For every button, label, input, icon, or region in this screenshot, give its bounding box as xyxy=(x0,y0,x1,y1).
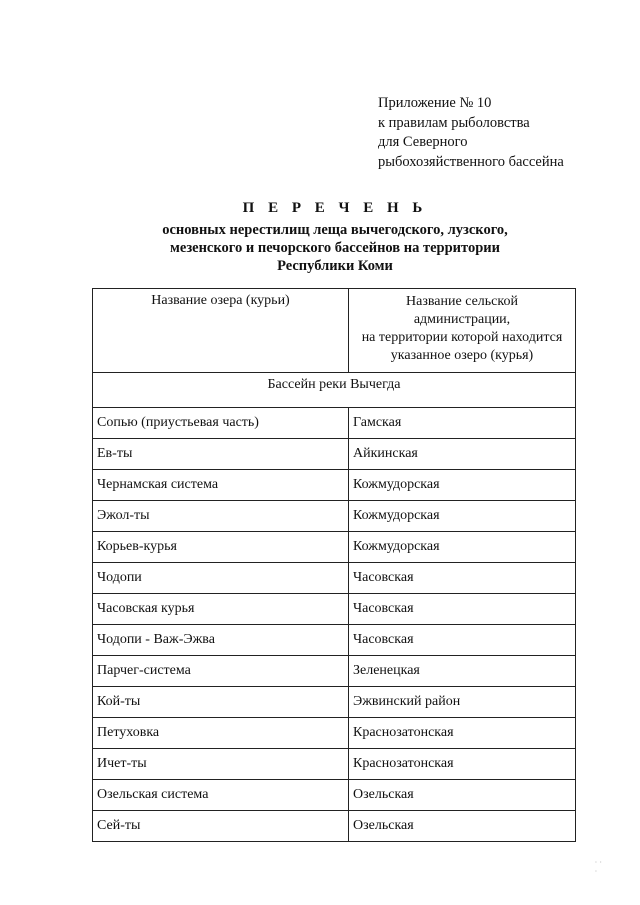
table-row xyxy=(93,439,576,470)
table-row xyxy=(93,470,576,501)
subtitle-line: основных нерестилищ леща вычегодского, лузского, xyxy=(162,222,508,238)
appendix-note xyxy=(378,94,564,172)
header-admin xyxy=(349,289,576,373)
table-row xyxy=(93,718,576,749)
lake-name-cell: Ев-ты xyxy=(93,439,349,470)
lake-name-cell: Сей-ты xyxy=(93,811,349,842)
basin-row xyxy=(93,373,576,408)
lake-name-cell: Эжол-ты xyxy=(93,501,349,532)
lake-name-cell: Чодопи - Важ-Эжва xyxy=(93,625,349,656)
subtitle-line: мезенского и печорского бассейнов на территории xyxy=(170,240,500,256)
appendix-line: к правилам рыболовства xyxy=(378,114,530,131)
scan-specks: · · · xyxy=(594,858,602,876)
appendix-line: для Северного xyxy=(378,134,468,150)
admin-name-cell: Зеленецкая xyxy=(349,656,576,687)
table-row xyxy=(93,625,576,656)
lake-name-cell: Корьев-курья xyxy=(93,532,349,563)
admin-name-cell: Часовская xyxy=(349,563,576,594)
header-admin-line: на территории которой находится xyxy=(361,330,563,345)
lake-name-cell: Сопью (приустьевая часть) xyxy=(93,408,349,439)
subtitle-line: Республики Коми xyxy=(277,258,393,274)
admin-name-cell: Кожмудорская xyxy=(349,532,576,563)
basin-label: Бассейн реки Вычегда xyxy=(93,373,576,408)
table-row xyxy=(93,501,576,532)
header-admin-line: указанное озеро (курья) xyxy=(390,348,534,363)
table-row xyxy=(93,656,576,687)
header-lake: Название озера (курьи) xyxy=(93,289,349,373)
table-row xyxy=(93,687,576,718)
table-header-row xyxy=(93,289,576,373)
table-row xyxy=(93,408,576,439)
lake-name-cell: Озельская система xyxy=(93,780,349,811)
admin-name-cell: Гамская xyxy=(349,408,576,439)
admin-name-cell: Краснозатонская xyxy=(349,718,576,749)
table-row xyxy=(93,532,576,563)
table-row xyxy=(93,780,576,811)
title-subtitle xyxy=(100,221,570,275)
admin-name-cell: Кожмудорская xyxy=(349,470,576,501)
lake-name-cell: Кой-ты xyxy=(93,687,349,718)
appendix-line: Приложение № 10 xyxy=(378,95,492,111)
lake-name-cell: Чодопи xyxy=(93,563,349,594)
admin-name-cell: Озельская xyxy=(349,780,576,811)
lake-name-cell: Часовская курья xyxy=(93,594,349,625)
admin-name-cell: Часовская xyxy=(349,594,576,625)
lake-name-cell: Парчег-система xyxy=(93,656,349,687)
admin-name-cell: Краснозатонская xyxy=(349,749,576,780)
lakes-table xyxy=(92,288,576,842)
table-row xyxy=(93,749,576,780)
admin-name-cell: Айкинская xyxy=(349,439,576,470)
title-heading: П Е Р Е Ч Е Н Ь xyxy=(242,200,428,216)
lake-name-cell: Ичет-ты xyxy=(93,749,349,780)
appendix-line: рыбохозяйственного бассейна xyxy=(378,153,564,170)
header-admin-line: Название сельской xyxy=(406,294,518,309)
table-row xyxy=(93,594,576,625)
admin-name-cell: Озельская xyxy=(349,811,576,842)
admin-name-cell: Кожмудорская xyxy=(349,501,576,532)
table-row xyxy=(93,563,576,594)
admin-name-cell: Эжвинский район xyxy=(349,687,576,718)
admin-name-cell: Часовская xyxy=(349,625,576,656)
table-row xyxy=(93,811,576,842)
document-title xyxy=(100,200,570,275)
header-admin-line: администрации, xyxy=(413,312,511,327)
lake-name-cell: Чернамская система xyxy=(93,470,349,501)
lake-name-cell: Петуховка xyxy=(93,718,349,749)
